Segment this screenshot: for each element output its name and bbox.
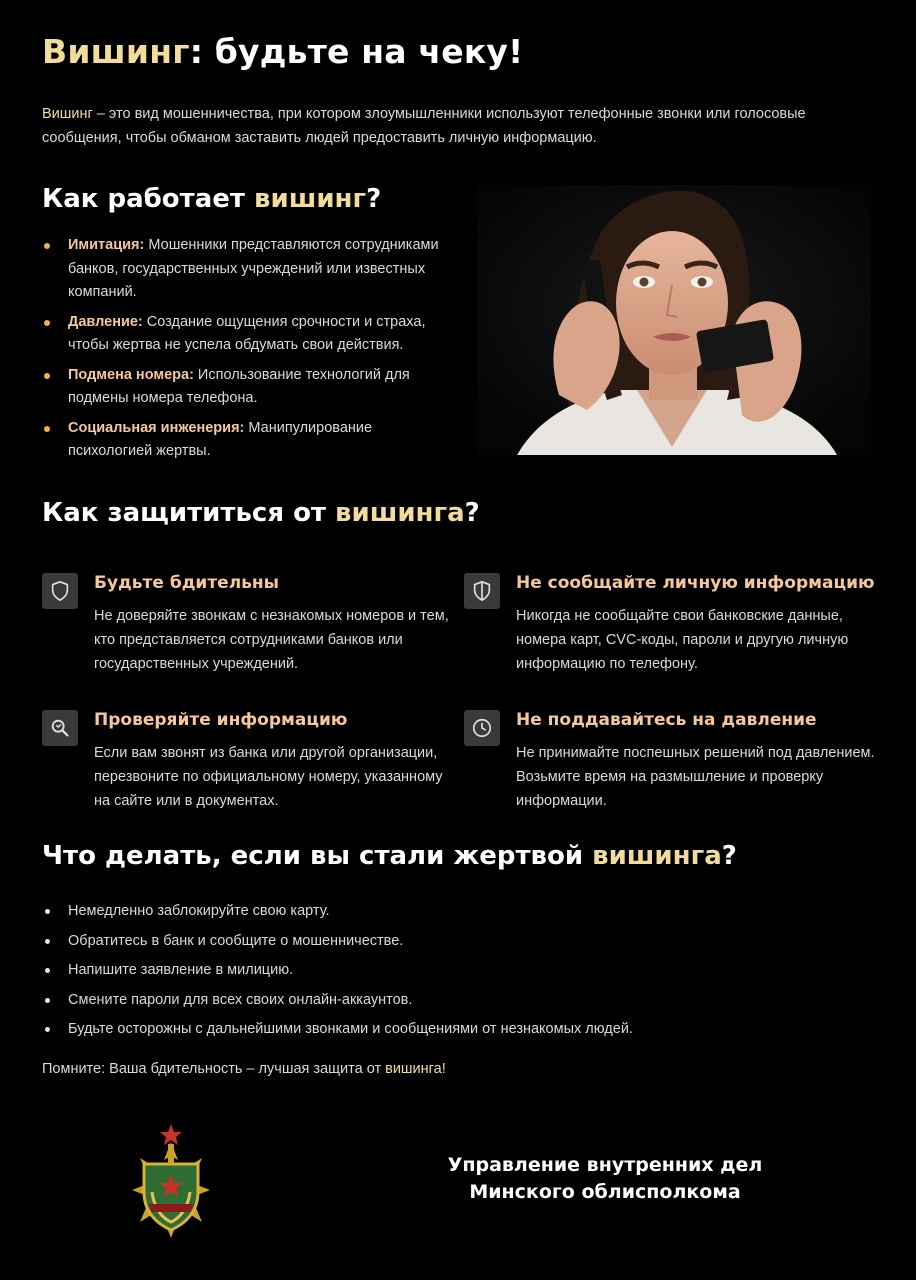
item-text: Создание ощущения срочности и страха, чтобы жертва не успела обдумать свои действия.: [68, 313, 426, 353]
how-it-works-heading: [42, 184, 381, 214]
heading-highlight: вишинга: [592, 841, 722, 871]
shield-half-icon: [464, 573, 500, 609]
photo-illustration: [477, 185, 871, 455]
bullet-icon: [45, 939, 50, 944]
intro-text: – это вид мошенничества, при котором злоумышленники используют телефонные звонки или голосовые сообщения, чтобы обманом заставить людей предоставить личную информацию.: [42, 106, 806, 146]
note-highlight: вишинга: [385, 1061, 442, 1077]
item-text: Обратитесь в банк и сообщите о мошенничестве.: [68, 932, 404, 949]
bullet-icon: [44, 373, 50, 379]
search-icon: [42, 710, 78, 746]
victim-steps-list: [42, 900, 862, 1048]
bullet-icon: [45, 998, 50, 1003]
tip-title: Не поддавайтесь на давление: [516, 710, 817, 730]
org-line-1: Управление внутренних дел: [447, 1154, 763, 1176]
remember-note: [42, 1058, 446, 1081]
heading-punct: ?: [721, 841, 737, 871]
item-term: Имитация:: [68, 237, 145, 253]
item-text: Будьте осторожны с дальнейшими звонками и сообщениями от незнакомых людей.: [68, 1021, 633, 1037]
item-term: Давление:: [68, 313, 143, 330]
tip-title: Будьте бдительны: [94, 573, 280, 593]
page-title: [42, 32, 523, 71]
victim-heading: [42, 841, 737, 871]
item-text: Мошенники представляются сотрудниками банков, государственных учреждений или известных компаний.: [68, 237, 439, 300]
bullet-icon: [45, 1027, 50, 1032]
police-emblem-logo: [130, 1120, 212, 1240]
how-it-works-list: [42, 234, 442, 470]
list-item: [42, 364, 442, 411]
tip-text: Не принимайте поспешных решений под давлением. Возьмите время на размышление и проверку информации.: [516, 745, 875, 809]
item-term: Социальная инженерия:: [68, 419, 245, 436]
bullet-icon: [45, 909, 50, 914]
heading-text: Как защититься от: [42, 498, 336, 528]
intro-paragraph: [42, 102, 862, 150]
note-punct: !: [441, 1061, 446, 1077]
item-term: Подмена номера:: [68, 366, 194, 383]
list-item: [42, 959, 862, 982]
item-text: Немедленно заблокируйте свою карту.: [68, 903, 330, 919]
heading-punct: ?: [366, 184, 382, 214]
woman-on-phone-photo: [477, 185, 871, 455]
clock-icon: [464, 710, 500, 746]
heading-highlight: вишинг: [254, 184, 367, 214]
item-text: Напишите заявление в милицию.: [68, 962, 294, 978]
heading-punct: ?: [464, 498, 480, 528]
org-line-2: Минского облисполкома: [469, 1181, 741, 1203]
list-item: [42, 989, 862, 1012]
shield-icon: [42, 573, 78, 609]
bullet-icon: [45, 968, 50, 973]
protection-heading: [42, 498, 480, 528]
tip-text: Если вам звонят из банка или другой организации, перезвоните по официальному номеру, указанному на сайте или в документах.: [94, 745, 443, 809]
list-item: [42, 311, 442, 358]
bullet-icon: [44, 243, 50, 249]
list-item: [42, 1018, 862, 1041]
item-text: Использование технологий для подмены номера телефона.: [68, 366, 410, 406]
list-item: [42, 900, 862, 923]
item-text: Манипулирование психологией жертвы.: [68, 419, 373, 459]
list-item: [42, 930, 862, 953]
intro-term: Вишинг: [42, 106, 93, 122]
list-item: [42, 234, 442, 305]
heading-highlight: вишинга: [335, 498, 465, 528]
note-text: Помните: Ваша бдительность – лучшая защита от: [42, 1061, 386, 1077]
bullet-icon: [44, 320, 50, 326]
heading-text: Как работает: [42, 184, 255, 214]
item-text: Смените пароли для всех своих онлайн-аккаунтов.: [68, 991, 413, 1008]
list-item: [42, 417, 442, 464]
organization-name: [420, 1152, 790, 1206]
bullet-icon: [44, 426, 50, 432]
heading-text: Что делать, если вы стали жертвой: [42, 841, 593, 871]
tip-text: Не доверяйте звонкам с незнакомых номеров и тем, кто представляется сотрудниками банков или государственных учреждений.: [94, 608, 449, 672]
tip-title: Проверяйте информацию: [94, 710, 348, 730]
title-rest: : будьте на чеку!: [189, 32, 524, 71]
tip-text: Никогда не сообщайте свои банковские данные, номера карт, CVC-коды, пароли и другую личную информацию по телефону.: [516, 608, 849, 672]
tip-title: Не сообщайте личную информацию: [516, 573, 875, 593]
title-highlight: Вишинг: [42, 32, 190, 71]
